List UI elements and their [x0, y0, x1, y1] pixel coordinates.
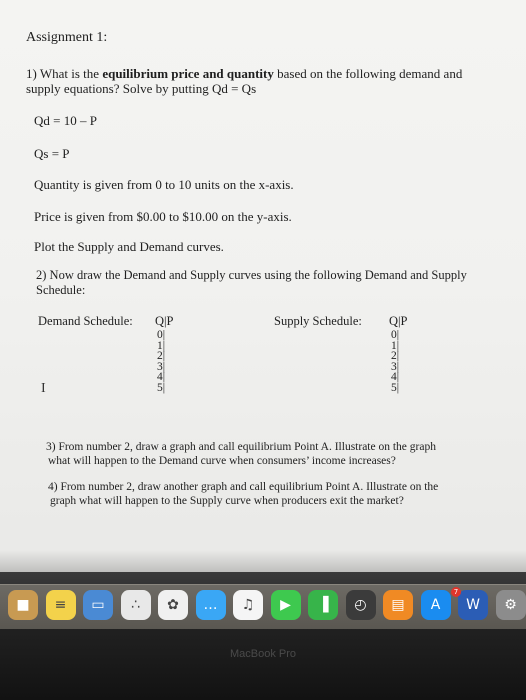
messages-icon[interactable]: …	[196, 590, 226, 620]
demand-row: 4|	[157, 371, 166, 384]
q1-line1	[26, 66, 462, 81]
supply-row: 5|	[391, 381, 400, 394]
q1-text-pre: 1) What is the	[26, 66, 103, 81]
demand-row: 5|	[157, 381, 166, 394]
app-store-icon[interactable]: A	[421, 590, 451, 620]
supply-equation: Qs = P	[34, 146, 70, 161]
music-icon[interactable]: ♫	[233, 590, 263, 620]
q2-line1: 2) Now draw the Demand and Supply curves using the following Demand and Supply	[36, 268, 467, 282]
books-icon[interactable]: ▤	[383, 590, 413, 620]
facetime-icon[interactable]: ▶	[271, 590, 301, 620]
demand-row: 1|	[157, 339, 166, 352]
supply-schedule-values	[391, 330, 399, 394]
app-store-badge: 7	[451, 587, 461, 597]
demand-row: 0|	[157, 329, 166, 341]
q2-line2: Schedule:	[36, 283, 86, 297]
demand-row: 3|	[157, 360, 166, 373]
supply-row: 2|	[391, 350, 400, 363]
supply-row: 1|	[391, 339, 400, 352]
demand-equation: Qd = 10 – P	[34, 113, 97, 128]
calculator-icon[interactable]: ∴	[121, 590, 151, 620]
supply-row: 4|	[391, 371, 400, 384]
q4-line1: 4) From number 2, draw another graph and call equilibrium Point A. Illustrate on the	[48, 481, 439, 493]
text-cursor-icon: I	[41, 381, 46, 396]
photos-icon[interactable]: ✿	[158, 590, 188, 620]
page-shadow	[0, 550, 526, 572]
supply-row: 3|	[391, 360, 400, 373]
word-icon[interactable]: W	[458, 590, 488, 620]
q1-bold-text: equilibrium price and quantity	[102, 66, 274, 81]
q4-line2: graph what will happen to the Supply curve when producers exit the market?	[50, 495, 404, 507]
assignment-title: Assignment 1:	[26, 30, 108, 45]
supply-schedule-label: Supply Schedule:	[274, 314, 362, 328]
q3-line1: 3) From number 2, draw a graph and call equilibrium Point A. Illustrate on the graph	[46, 441, 436, 453]
demand-schedule-header: Q|P	[155, 314, 174, 328]
time-machine-icon[interactable]: ◴	[346, 590, 376, 620]
supply-schedule-header: Q|P	[389, 314, 408, 328]
demand-row: 2|	[157, 350, 166, 363]
folder-icon[interactable]: ■	[8, 590, 38, 620]
plot-note: Plot the Supply and Demand curves.	[34, 239, 224, 254]
notes-icon[interactable]: ≡	[46, 590, 76, 620]
q3-line2: what will happen to the Demand curve when consumers’ income increases?	[48, 455, 396, 467]
quantity-note: Quantity is given from 0 to 10 units on the x-axis.	[34, 177, 294, 192]
demand-schedule-values	[157, 330, 165, 394]
q1-text-post: based on the following demand and	[273, 66, 463, 81]
supply-row: 0|	[391, 329, 400, 341]
q1-line2: supply equations? Solve by putting Qd = Qs	[26, 81, 257, 96]
price-note: Price is given from $0.00 to $10.00 on the y-axis.	[34, 209, 292, 224]
numbers-icon[interactable]: ▐	[308, 590, 338, 620]
settings-icon[interactable]: ⚙	[496, 590, 526, 620]
laptop-brand-label: MacBook Pro	[229, 648, 297, 660]
demand-schedule-label: Demand Schedule:	[38, 314, 133, 328]
preview-icon[interactable]: ▭	[83, 590, 113, 620]
